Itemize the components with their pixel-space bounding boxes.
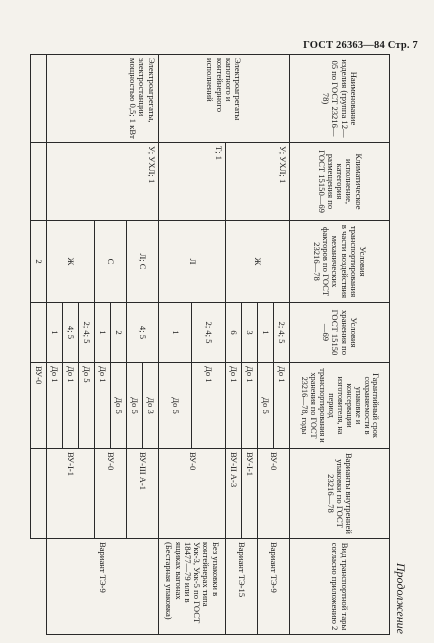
product-name: Электроагрегаты капотного и контейнерного исполнений xyxy=(158,55,289,143)
transport-cell: С xyxy=(94,221,126,303)
warranty-cell: До 5 xyxy=(110,363,126,449)
variant-cell: ВУ-I-1 xyxy=(46,449,94,539)
warranty-cell: До 1 xyxy=(192,363,226,449)
product-name: Электроагрегаты, электростанции мощностью 0,5; 1 кВт xyxy=(46,55,158,143)
variant-cell: ВУ-0 xyxy=(31,363,47,449)
storage-cell: 2 xyxy=(110,303,126,363)
table-row xyxy=(31,55,47,635)
col-header-storage: Условия хранения по ГОСТ 15150—69 xyxy=(290,303,390,363)
col-header-warranty: Гарантийный срок сохраняемости в упаковке и консервации изготовителя, на период транспортирования и хранения по ГОСТ 23216—78, годы xyxy=(290,363,390,449)
data-table xyxy=(30,54,390,635)
transport-cell: Л; С xyxy=(126,221,158,303)
storage-cell: 1 xyxy=(258,303,274,363)
transport-cell: Ж xyxy=(226,221,290,303)
variant-cell: ВУ-0 xyxy=(94,449,126,539)
storage-cell: 2; 4; 5 xyxy=(274,303,290,363)
warranty-cell: До 1 xyxy=(274,363,290,449)
variant-cell: ВУ-0 xyxy=(158,449,226,539)
continuation-label: Продолжение xyxy=(394,562,408,634)
warranty-cell: До 3 xyxy=(142,363,158,449)
warranty-cell: До 1 xyxy=(226,363,242,449)
col-header-name: Наименование изделия (группа 12—05 по ГОСТ 23216—78) xyxy=(290,55,390,143)
storage-cell: 1 xyxy=(46,303,62,363)
storage-cell: 2 xyxy=(31,221,47,303)
variant-cell: ВУ-III А-1 xyxy=(126,449,158,539)
warranty-cell: До 5 xyxy=(126,363,142,449)
col-header-climate: Климатическое исполнение, категория размещения по ГОСТ 15150—69 xyxy=(290,143,390,221)
storage-cell: 3 xyxy=(242,303,258,363)
storage-cell: 2; 4; 5 xyxy=(192,303,226,363)
rotated-table-sheet xyxy=(28,54,408,634)
variant-cell: ВУ-0 xyxy=(258,449,290,539)
warranty-cell: До 5 xyxy=(78,363,94,449)
warranty-cell: До 1 xyxy=(46,363,62,449)
table-header-row xyxy=(290,55,390,635)
storage-cell: 1 xyxy=(94,303,110,363)
variant-cell: ВУ-I-1 xyxy=(242,449,258,539)
climate-cell: У; УХЛ; 1 xyxy=(46,143,158,221)
variant-cell: ВУ-II А-3 xyxy=(226,449,242,539)
tara-cell: Вариант ТЭ-9 xyxy=(46,539,158,635)
storage-cell: 4; 5 xyxy=(126,303,158,363)
climate-cell: У; УХЛ; 1 xyxy=(226,143,290,221)
transport-cell: Ж xyxy=(46,221,94,303)
table-row xyxy=(274,55,290,635)
warranty-cell: До 1 xyxy=(242,363,258,449)
warranty-cell: До 1 xyxy=(94,363,110,449)
warranty-cell: До 5 xyxy=(258,363,274,449)
page-header: ГОСТ 26363—84 Стр. 7 xyxy=(303,40,418,51)
storage-cell: 6 xyxy=(226,303,242,363)
table-row xyxy=(142,55,158,635)
col-header-transport: Условия транспортирования в части воздействия механических факторов по ГОСТ 23216—78 xyxy=(290,221,390,303)
storage-cell: 1 xyxy=(158,303,192,363)
tara-cell: Вариант ТЭ-9 xyxy=(258,539,290,635)
tara-cell: Вариант ТЭ-15 xyxy=(226,539,258,635)
storage-cell: 4; 5 xyxy=(62,303,78,363)
warranty-cell: До 1 xyxy=(62,363,78,449)
transport-cell: Л xyxy=(158,221,226,303)
warranty-cell: До 5 xyxy=(158,363,192,449)
tara-cell: Без упаковки в контейнерах типа Укк-3, Укк-5 по ГОСТ 18477—79 или в ящиках вагонах (Бестарная упаковка) xyxy=(158,539,226,635)
climate-cell: Т; 1 xyxy=(158,143,226,221)
storage-cell: 2; 4; 5 xyxy=(78,303,94,363)
col-header-variants: Варианты внутренней упаковки по ГОСТ 23216—78 xyxy=(290,449,390,539)
col-header-tara: Вид транспортной тары согласно приложению 2 xyxy=(290,539,390,635)
